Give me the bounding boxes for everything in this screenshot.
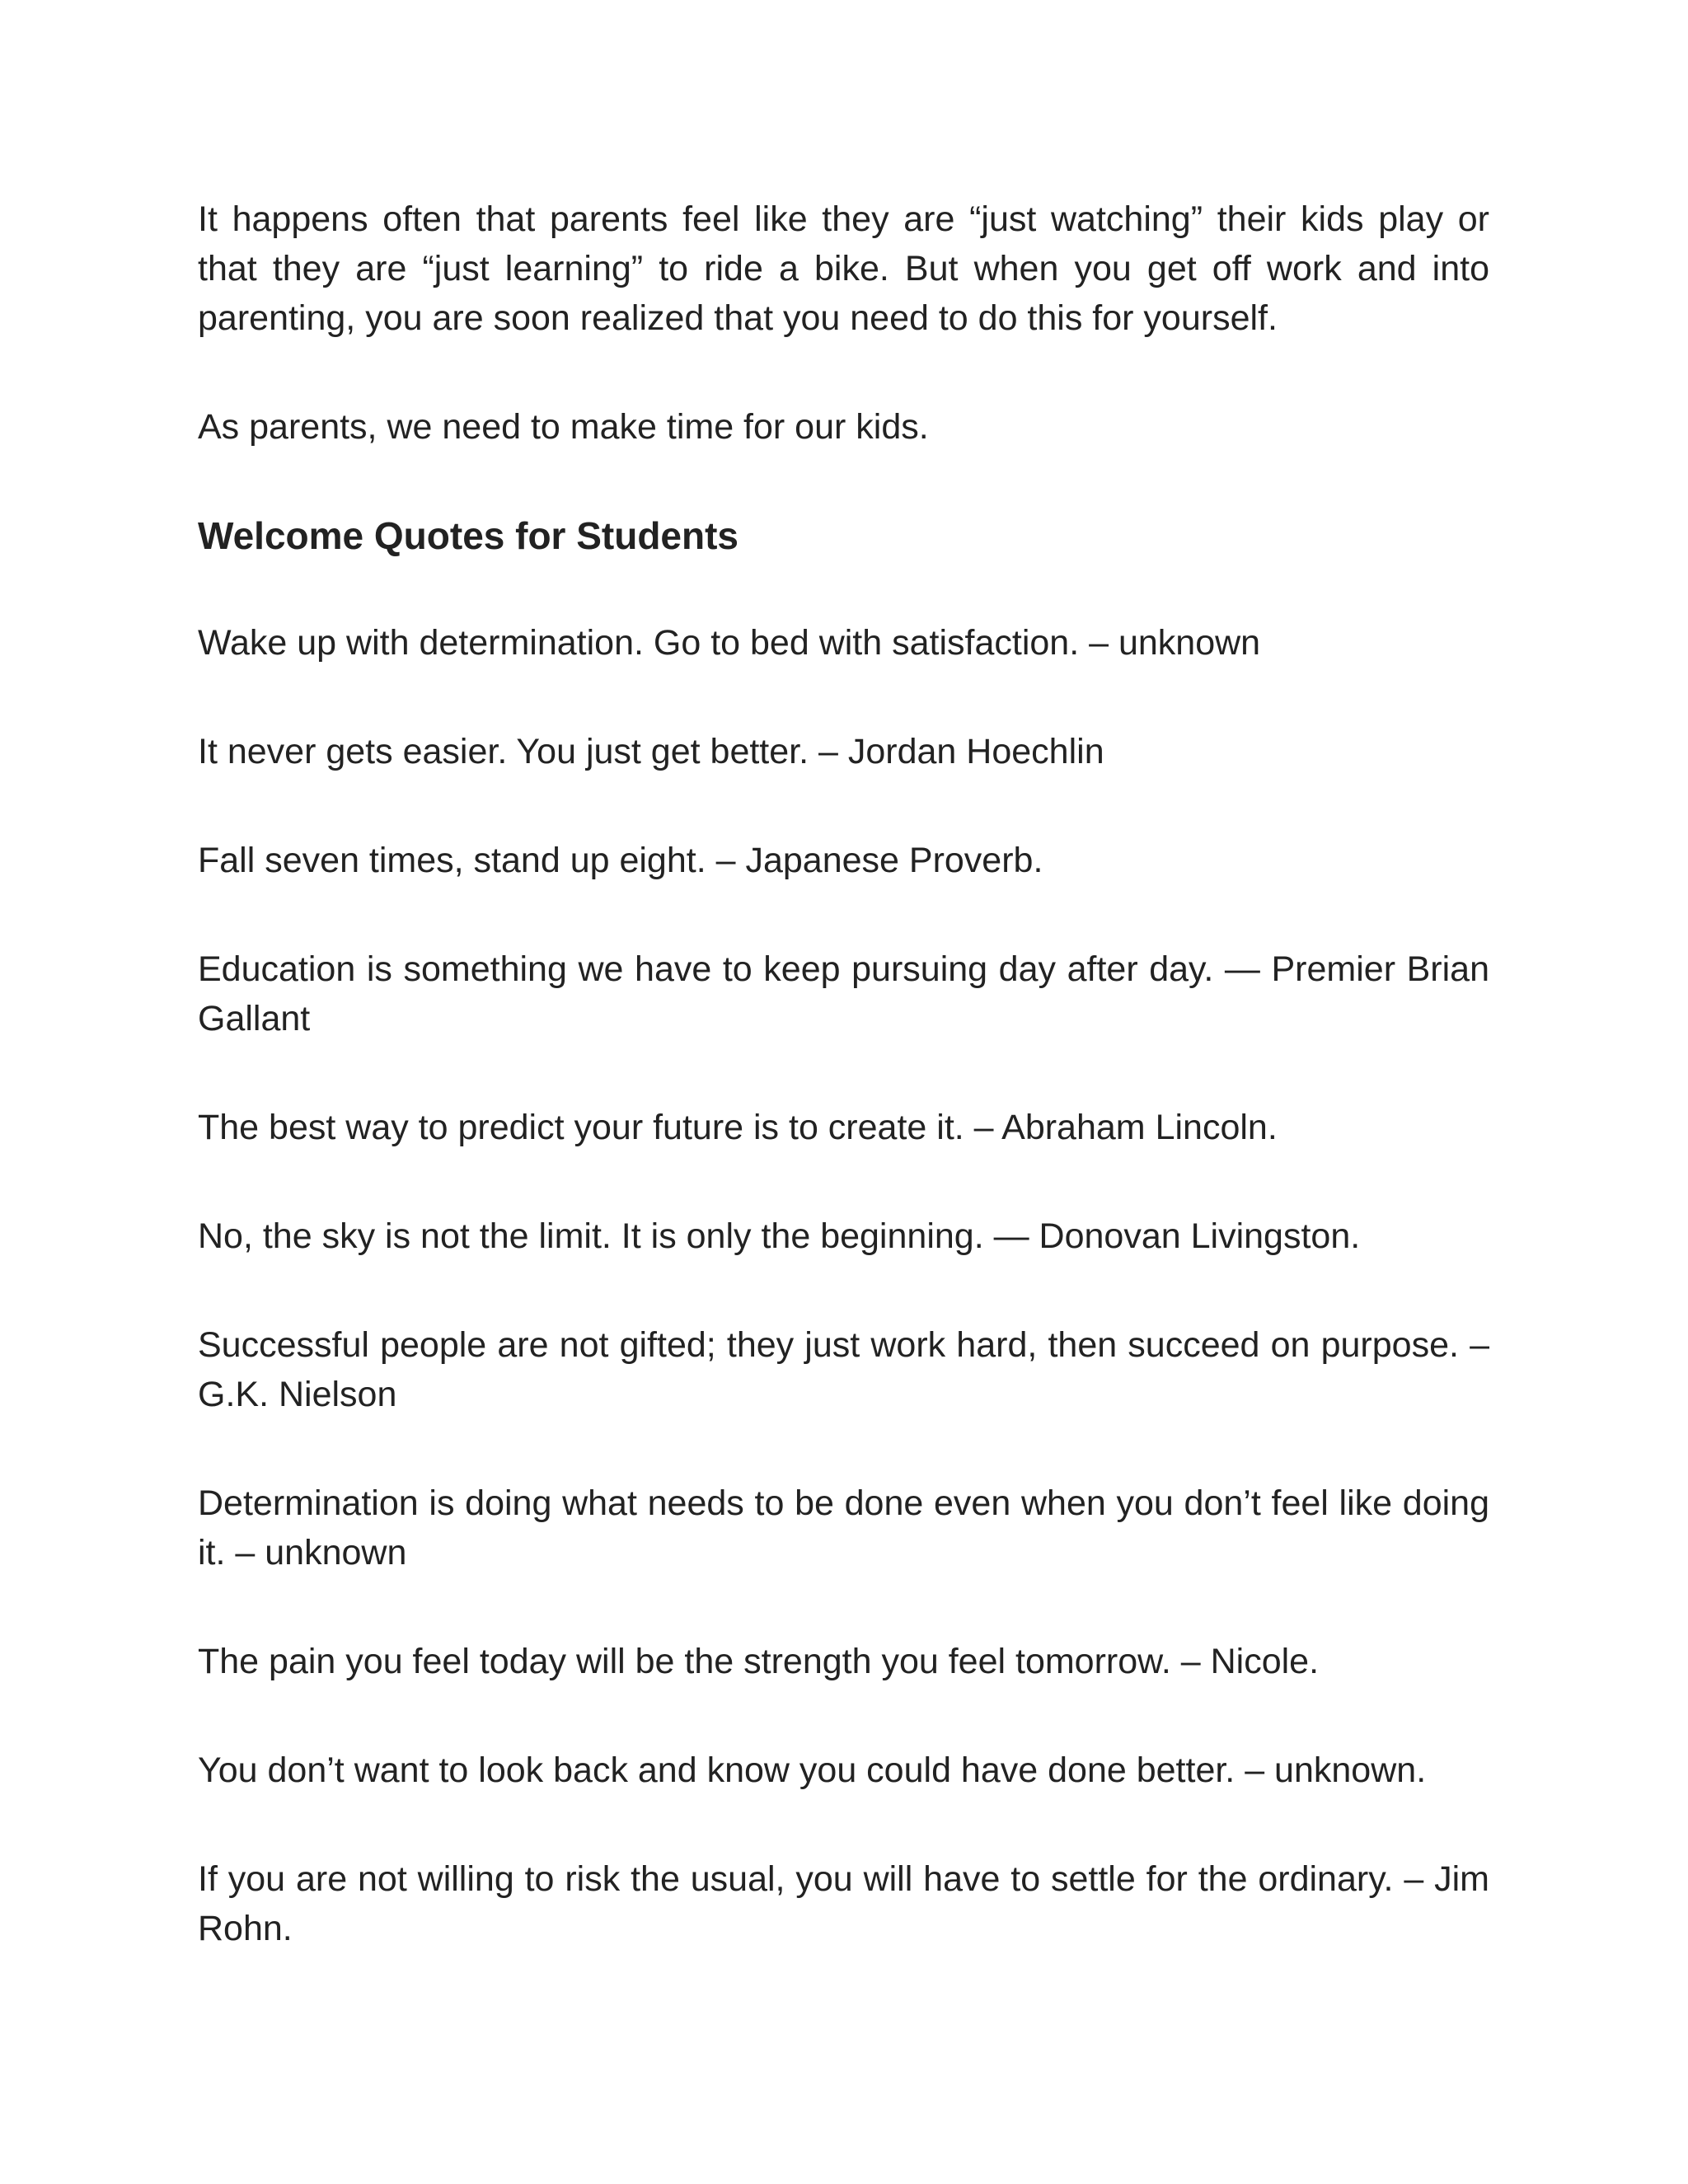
quote-paragraph: If you are not willing to risk the usual, you will have to settle for the ordinary. – Jim Rohn. bbox=[198, 1859, 1489, 1948]
quote-paragraph: Education is something we have to keep pursuing day after day. — Premier Brian Gallant bbox=[198, 949, 1489, 1038]
quote-paragraph: The pain you feel today will be the strength you feel tomorrow. – Nicole. bbox=[198, 1642, 1320, 1681]
quote-paragraph: Successful people are not gifted; they just work hard, then succeed on purpose. – G.K. Nielson bbox=[198, 1325, 1489, 1414]
quote-paragraph: No, the sky is not the limit. It is only the beginning. — Donovan Livingston. bbox=[198, 1216, 1361, 1256]
section-heading: Welcome Quotes for Students bbox=[198, 514, 739, 557]
quote-paragraph: Determination is doing what needs to be done even when you don’t feel like doing it. – unknown bbox=[198, 1483, 1489, 1572]
intro-paragraph: It happens often that parents feel like they are “just watching” their kids play or that they are “just learning” to ride a bike. But when you get off work and into parenting, you are soon realized that you need to do this for yourself. bbox=[198, 199, 1489, 338]
quote-paragraph: It never gets easier. You just get better. – Jordan Hoechlin bbox=[198, 732, 1104, 771]
quote-paragraph: The best way to predict your future is to create it. – Abraham Lincoln. bbox=[198, 1108, 1278, 1147]
document-body bbox=[198, 194, 1489, 2013]
quote-paragraph: You don’t want to look back and know you could have done better. – unknown. bbox=[198, 1750, 1427, 1790]
intro-paragraph: As parents, we need to make time for our kids. bbox=[198, 407, 929, 447]
quote-paragraph: Fall seven times, stand up eight. – Japanese Proverb. bbox=[198, 841, 1043, 880]
quote-paragraph: Wake up with determination. Go to bed with satisfaction. – unknown bbox=[198, 623, 1261, 663]
